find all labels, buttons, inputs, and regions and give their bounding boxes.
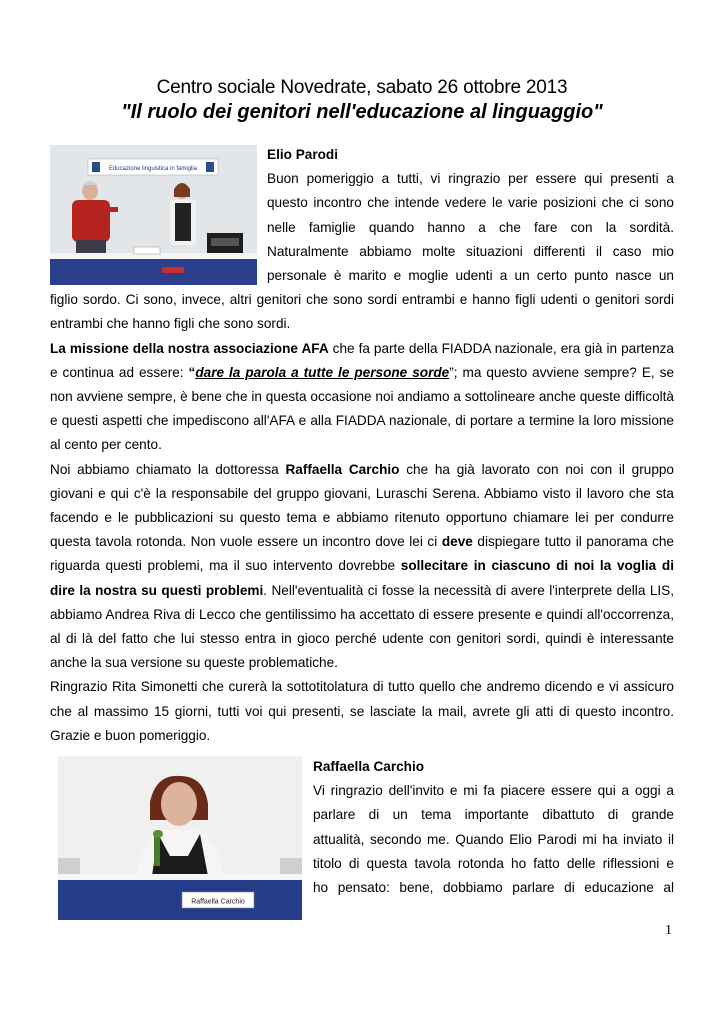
speaker2-section xyxy=(313,755,674,900)
banner-text: Educazione linguistica in famiglia xyxy=(108,166,198,172)
p3-part-a: Noi abbiamo chiamato la dottoressa xyxy=(50,461,286,477)
speaker1-line-2: nelle famiglie quando hanno a che fare con la sordità. xyxy=(267,219,674,235)
speaker1-intro-wrap xyxy=(267,143,674,288)
speaker1-line-3: Naturalmente abbiamo molte situazioni differenti il caso mio xyxy=(267,243,674,259)
mission-quote: dare la parola a tutte le persone sorde xyxy=(195,364,450,380)
speaker1-line-0: Buon pomeriggio a tutti, vi ringrazio per essere qui presenti a xyxy=(267,171,674,187)
page-number: 1 xyxy=(665,923,672,938)
nameplate-text: Raffaella Carchio xyxy=(191,898,245,906)
document-title xyxy=(0,77,724,124)
speaker1-line-1: questo incontro che intende vedere le varie posizioni che ci sono xyxy=(267,195,674,211)
speaker1-intro-rest: figlio sordo. Ci sono, invece, altri genitori che sono sordi entrambi e hanno figli udenti o genitori sordi entrambi che hanno figli che sono sordi. xyxy=(50,292,674,332)
speaker1-paragraph-4: Ringrazio Rita Simonetti che curerà la sottotitolatura di tutto quello che andremo dicendo e vi assicuro che al massimo 15 giorni, tutti voi qui presenti, se lasciate la mail, avrete gli atti di questo incontro. Grazie e buon pomeriggio. xyxy=(50,679,674,743)
title-line-1: Centro sociale Novedrate, sabato 26 ottobre 2013 xyxy=(156,77,568,98)
speaker1-paragraph-3 xyxy=(50,458,674,676)
speaker2-name: Raffaella Carchio xyxy=(313,759,425,774)
p3-part-c: dispiegare tutto il panorama che riguarda questi problemi, ma il suo intervento dovrebbe xyxy=(50,534,674,574)
quote-open: “ xyxy=(188,364,196,380)
p2-part-a: che fa parte della FIADDA nazionale, era già in partenza e continua ad essere: xyxy=(50,340,674,380)
p3-bold-1: Raffaella Carchio xyxy=(285,461,400,477)
speaker2-line-4: ho pensato: bene, dobbiamo parlare di educazione al xyxy=(313,880,674,896)
speaker2-line-2: attualità, secondo me. Quando Elio Parodi mi ha inviato il xyxy=(313,831,674,847)
speaker2-line-0: Vi ringrazio dell'invito e mi fa piacere essere qui a oggi a xyxy=(313,783,674,799)
speaker1-line-4: personale è marito e moglie udenti a un certo punto nasce un xyxy=(267,268,674,284)
mission-bold: La missione della nostra associazione AFA xyxy=(50,340,329,356)
p3-bold-2: deve xyxy=(441,534,473,550)
speaker1-name: Elio Parodi xyxy=(267,147,339,162)
photo-raffaella-carchio xyxy=(58,756,302,920)
speaker2-line-1: parlare di un tema importante dibattuto di grande xyxy=(313,807,674,823)
p2-part-b: ”; ma questo avviene sempre? E, se non avviene sempre, è bene che in questa occasione noi andiamo a sottolineare anche queste difficoltà e questi aspetti che impediscono all'AFA e alla FIADDA nazionale, di portare a termine la loro missione al cento per cento. xyxy=(50,364,675,453)
title-line-2: "Il ruolo dei genitori nell'educazione al linguaggio" xyxy=(121,101,603,123)
speaker2-line-3: titolo di questa tavola rotonda ho fatto delle riflessioni e xyxy=(313,855,674,871)
speaker1-paragraph-2 xyxy=(50,337,674,458)
p3-part-b: che ha già lavorato con noi con il gruppo giovani e qui c'è la responsabile del gruppo giovani, Luraschi Serena. Abbiamo visto il lavoro che sta facendo e le pubblicazioni su questo tema e abbiamo ritenuto opportuno chiamare lei per condurre questa tavola rotonda. Non vuole essere un incontro dove lei ci xyxy=(50,461,674,550)
p3-bold-3: sollecitare in ciascuno di noi la voglia di dire la nostra su questi problemi xyxy=(50,558,674,598)
p3-part-d: . Nell'eventualità ci fosse la necessità di avere l'interprete della LIS, abbiamo Andrea Riva di Lecco che gentilissimo ha accettato di essere presente e quindi all'occorrenza, al di là del fatto che lui stesso entra in gioco perché udente con genitori sordi, quindi è interessante anche la sua versione su queste problematiche. xyxy=(50,582,674,671)
speaker1-section xyxy=(50,143,674,748)
